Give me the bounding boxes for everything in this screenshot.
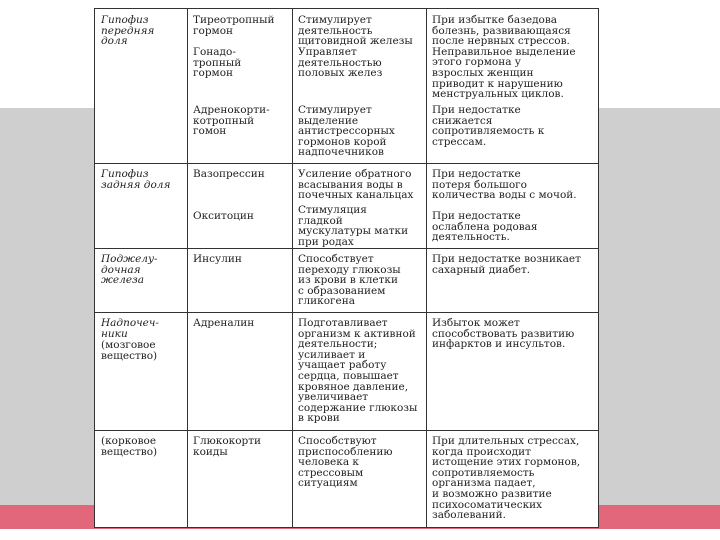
note-cell: При недостатке потеря большого количества воды с мочой. [432, 168, 577, 202]
effect-cell: Управляет деятельностью половых желез [298, 46, 383, 80]
hormone-cell: Тиреотропный гормон [193, 14, 275, 37]
note-cell: При длительных стрессах, когда происходит истощение этих гормонов, сопротивляемость организма падает, и возможно развитие психосоматических заболеваний. [432, 435, 581, 522]
gland-cell: Поджелу- дочная железа [101, 253, 158, 287]
row-divider [95, 163, 598, 164]
hormone-cell: Инсулин [193, 253, 242, 265]
hormone-table [94, 8, 599, 528]
effect-cell: Усиление обратного всасывания воды в почечных канальцах [298, 168, 414, 202]
hormone-cell: Гонадо- тропный гормон [193, 46, 242, 80]
effect-cell: Подготавливает организм к активной деятельности; усиливает и учащает работу сердца, повышает кровяное давление, увеличивает содержание глюкозы в крови [298, 317, 418, 425]
gland-cell: Гипофиз передняя доля [101, 14, 155, 48]
column-divider [292, 9, 293, 527]
note-cell: При избытке базедова болезнь, развивающаяся после нервных стрессов. Неправильное выделение этого гормона у взрослых женщин приводит к нарушению менструальных циклов. [432, 14, 576, 101]
hormone-cell: Адренокорти- котропный гомон [193, 104, 270, 138]
effect-cell: Стимулирует выделение антистрессорных гормонов корой надпочечников [298, 104, 395, 159]
gland-subcell: (мозговое вещество) [101, 339, 158, 362]
hormone-cell: Окситоцин [193, 210, 254, 222]
column-divider [426, 9, 427, 527]
hormone-cell: Глюкокорти коиды [193, 435, 262, 458]
note-cell: Избыток может способствовать развитию инфарктов и инсультов. [432, 317, 575, 351]
row-divider [95, 430, 598, 431]
gland-cell: (корковое вещество) [101, 435, 158, 458]
gland-cell: Гипофиз задняя доля [101, 168, 171, 191]
row-divider [95, 248, 598, 249]
note-cell: При недостатке возникает сахарный диабет. [432, 253, 581, 276]
effect-cell: Способствуют приспособлению человека к стрессовым ситуациям [298, 435, 393, 490]
hormone-cell: Вазопрессин [193, 168, 265, 180]
effect-cell: Способствует переходу глюкозы из крови в клетки с образованием гликогена [298, 253, 401, 308]
effect-cell: Стимулирует деятельность щитовидной железы [298, 14, 413, 48]
gland-cell: Надпочеч- ники [101, 317, 159, 340]
note-cell: При недостатке ослаблена родовая деятельность. [432, 210, 538, 244]
effect-cell: Стимуляция гладкой мускулатуры матки при родах [298, 204, 409, 248]
hormone-cell: Адреналин [193, 317, 255, 329]
column-divider [187, 9, 188, 527]
row-divider [95, 312, 598, 313]
note-cell: При недостатке снижается сопротивляемость к стрессам. [432, 104, 545, 148]
